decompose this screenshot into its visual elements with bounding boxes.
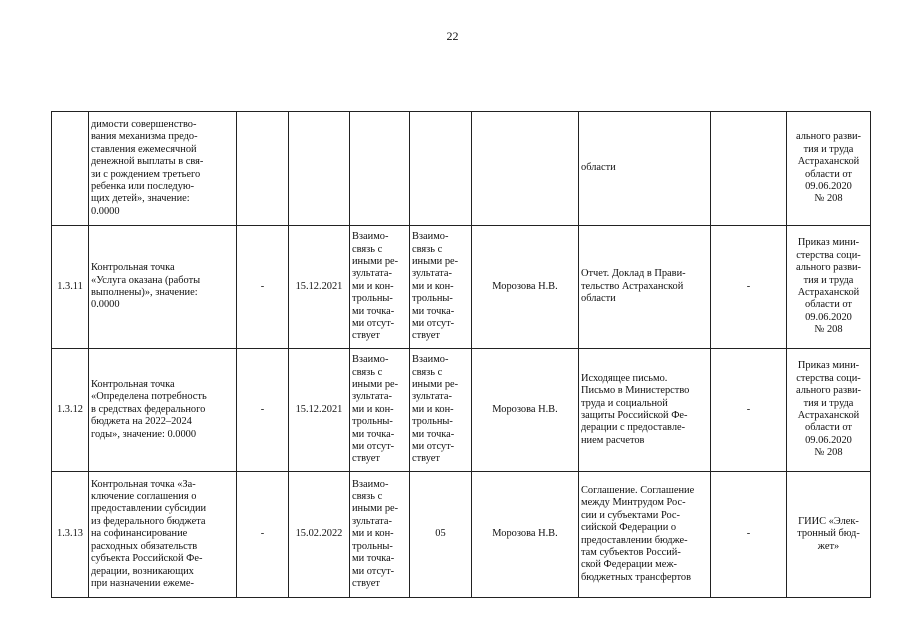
document-cell: Отчет. Доклад в Прави- тельство Астраханской области	[579, 226, 711, 349]
row-number-cell: 1.3.13	[52, 472, 89, 598]
basis-cell: ГИИС «Элек- тронный бюд- жет»	[787, 472, 871, 598]
table-row	[52, 112, 871, 226]
responsible-cell: Морозова Н.В.	[472, 472, 579, 598]
date-cell: 15.12.2021	[289, 226, 350, 349]
link-1-cell	[350, 112, 410, 226]
col-b-cell: -	[711, 472, 787, 598]
responsible-cell: Морозова Н.В.	[472, 226, 579, 349]
link-1-cell: Взаимо- связь с иными ре- зультата- ми и кон- трольны- ми точка- ми отсут- ствует	[350, 349, 410, 472]
description-cell: Контрольная точка «За- ключение соглашения о предоставлении субсидии из федерального бюджета на софинансирование расходных обязательств субъекта Российской Фе- дерации, возникающих при назначении ежеме-	[89, 472, 237, 598]
col-a-cell	[237, 112, 289, 226]
control-points-table	[51, 111, 871, 598]
table-row	[52, 472, 871, 598]
description-cell: Контрольная точка «Услуга оказана (работы выполнены)», значение: 0.0000	[89, 226, 237, 349]
link-2-cell: Взаимо- связь с иными ре- зультата- ми и кон- трольны- ми точка- ми отсут- ствует	[410, 226, 472, 349]
description-cell: димости совершенство- вания механизма предо- ставления ежемесячной денежной выплаты в свя- зи с рождением третьего ребенка или последую- щих детей», значение: 0.0000	[89, 112, 237, 226]
col-a-cell: -	[237, 226, 289, 349]
link-2-cell: 05	[410, 472, 472, 598]
page-number: 22	[446, 29, 459, 43]
link-2-cell	[410, 112, 472, 226]
link-1-cell: Взаимо- связь с иными ре- зультата- ми и кон- трольны- ми точка- ми отсут- ствует	[350, 472, 410, 598]
date-cell: 15.12.2021	[289, 349, 350, 472]
table-row	[52, 349, 871, 472]
col-b-cell: -	[711, 349, 787, 472]
table-row	[52, 226, 871, 349]
document-cell: области	[579, 112, 711, 226]
basis-cell: Приказ мини- стерства соци- ального разви- тия и труда Астраханской области от 09.06.2020 № 208	[787, 226, 871, 349]
responsible-cell: Морозова Н.В.	[472, 349, 579, 472]
col-b-cell: -	[711, 226, 787, 349]
row-number-cell	[52, 112, 89, 226]
row-number-cell: 1.3.12	[52, 349, 89, 472]
col-b-cell	[711, 112, 787, 226]
link-2-cell: Взаимо- связь с иными ре- зультата- ми и кон- трольны- ми точка- ми отсут- ствует	[410, 349, 472, 472]
date-cell: 15.02.2022	[289, 472, 350, 598]
col-a-cell: -	[237, 349, 289, 472]
basis-cell: ального разви- тия и труда Астраханской области от 09.06.2020 № 208	[787, 112, 871, 226]
row-number-cell: 1.3.11	[52, 226, 89, 349]
responsible-cell	[472, 112, 579, 226]
link-1-cell: Взаимо- связь с иными ре- зультата- ми и кон- трольны- ми точка- ми отсут- ствует	[350, 226, 410, 349]
document-cell: Исходящее письмо. Письмо в Министерство труда и социальной защиты Российской Фе- дерации с предоставле- нием расчетов	[579, 349, 711, 472]
basis-cell: Приказ мини- стерства соци- ального разви- тия и труда Астраханской области от 09.06.2020 № 208	[787, 349, 871, 472]
description-cell: Контрольная точка «Определена потребность в средствах федерального бюджета на 2022–2024 годы», значение: 0.0000	[89, 349, 237, 472]
document-cell: Соглашение. Соглашение между Минтрудом Рос- сии и субъектами Рос- сийской Федерации о предоставлении бюдже- там субъектов Россий- ской Федерации меж- бюджетных трансфертов	[579, 472, 711, 598]
col-a-cell: -	[237, 472, 289, 598]
date-cell	[289, 112, 350, 226]
